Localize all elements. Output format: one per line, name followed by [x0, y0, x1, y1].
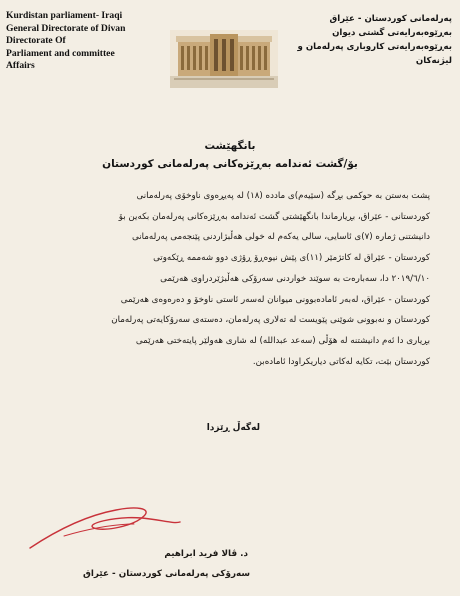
body-line: کوردستان - عێراق لە کاتژمێر (١١)ی پێش نیوەڕۆ ڕۆژی دوو شەممە ڕێکەوتی [153, 253, 430, 264]
body-line: پشت بەستن بە حوکمی بڕگە (سێیەم)ی ماددە (١٨) لە پەیڕەوی ناوخۆی پەرلەمانی [136, 191, 430, 201]
body-line: کوردستان - عێراق، لەبەر ئامادەبوونی میوانان لەسەر ئاستی ناوخۆ و دەرەوەی هەرێمی [120, 294, 430, 305]
header-line: بەڕێوەبەرایەتی گشتی دیوان [332, 28, 452, 38]
header-line: پەرلەمانی کوردستان - عێراق [329, 14, 452, 24]
kurdish-header [297, 12, 452, 68]
header-line: Directorate Of [6, 35, 66, 46]
header-line: General Directorate of Divan [6, 22, 126, 34]
header-line: Affairs [6, 60, 35, 71]
header-line: Kurdistan parliament- Iraqi [6, 10, 123, 21]
body-line: کوردستان بێت، تکایە لەکاتی دیاریکراودا ئامادەبن. [252, 356, 430, 367]
letter-body [30, 186, 430, 372]
letter-addressee: بۆ/گشت ئەندامە بەڕێزەکانی پەرلەمانی کوردستان [102, 158, 358, 170]
parliament-building-icon [170, 30, 278, 88]
header-line: لیژنەکان [415, 56, 452, 66]
signatory-name: د. ڤالا فرید ابراهیم [164, 549, 248, 559]
closing-greeting: لەگەڵ ڕێزدا [206, 423, 260, 433]
body-line: کوردستان و نەبوونی شوێنی پێویست لە تەلاری پەرلەمان، دەستەی سەرۆکایەتی پەرلەمان [111, 315, 430, 326]
letter-title: بانگهێشت [204, 140, 256, 152]
body-line: کوردستانی - عێراق، بڕیارماندا بانگهێشتی گشت ئەندامە بەڕێزەکانی پەرلەمان بکەین بۆ [118, 211, 430, 222]
header-line: بەڕێوەبەرایەتی کاروباری پەرلەمان و [297, 42, 452, 52]
body-line: بڕیاری دا ئەم دانیشتنە لە هۆڵی (سەعد عبداللە) لە شاری هەولێر پایتەختی هەرێمی [135, 335, 430, 346]
signatory-title: سەرۆکی پەرلەمانی کوردستان - عێراق [83, 569, 250, 579]
header-line: Parliament and committee [6, 47, 115, 59]
body-line: دانیشتنی ژمارە (٧)ی ئاسایی، سالی یەکەم لە خولی هەڵبژاردنی پێنجەمی پەرلەمانی [131, 232, 430, 243]
english-header [6, 10, 166, 73]
body-line: ٢٠١٩/٦/١٠ دا، سەبارەت بە سوێند خواردنی سەرۆکی هەڵبژێردراوی هەرێمی [160, 273, 430, 284]
handwritten-signature-icon [24, 502, 184, 552]
